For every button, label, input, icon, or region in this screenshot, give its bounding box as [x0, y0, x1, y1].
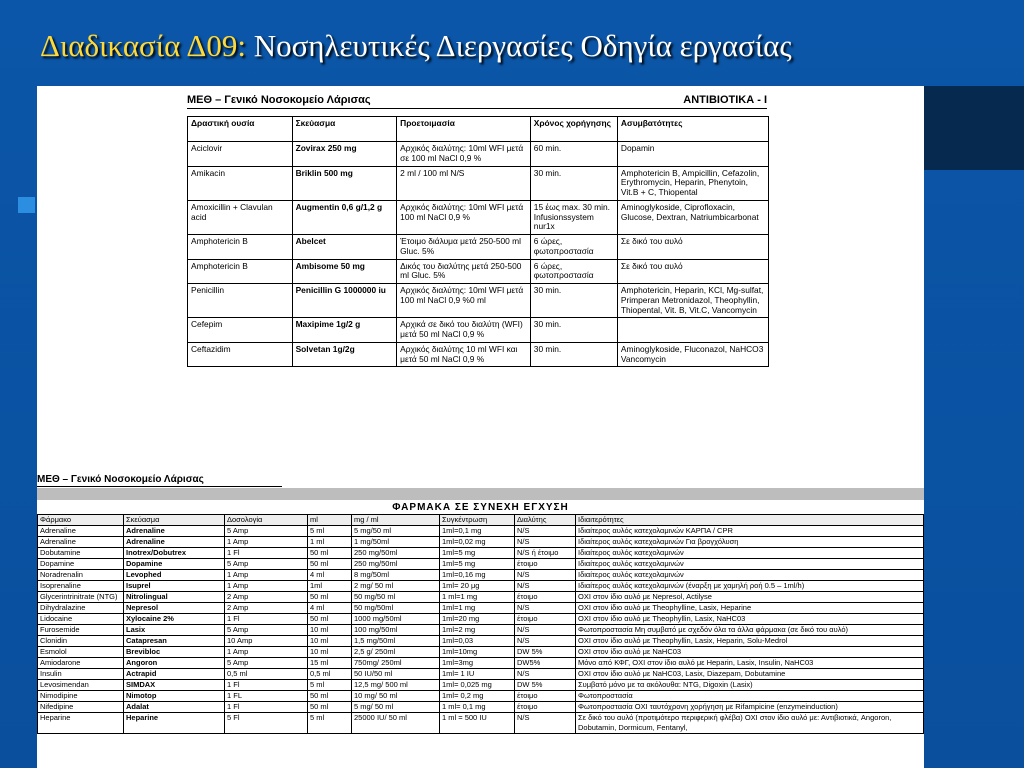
table-cell: Φωτοπροστασία: [576, 691, 924, 702]
table-cell: Levosimendan: [38, 680, 124, 691]
table-cell: 5 ml: [308, 713, 352, 734]
table-cell: Αρχικά σε δικό του διαλύτη (WFI) μετά 50 ml NaCl 0,9 %: [397, 318, 531, 343]
table-cell: Αρχικός διαλύτης: 10ml WFI μετά σε 100 ml NaCl 0,9 %: [397, 142, 531, 167]
table-cell: 1 mg/50ml: [352, 537, 440, 548]
table-row: [38, 713, 924, 734]
table-cell: έτοιμο: [515, 592, 576, 603]
table-cell: 10 ml: [308, 636, 352, 647]
table-cell: N/S: [515, 625, 576, 636]
table-cell: Nepresol: [124, 603, 225, 614]
table-cell: Penicillin G 1000000 iu: [292, 284, 397, 318]
table-cell: N/S: [515, 603, 576, 614]
table-cell: 5 ml: [308, 526, 352, 537]
table-cell: 2 mg/ 50 ml: [352, 581, 440, 592]
table-cell: έτοιμο: [515, 614, 576, 625]
column-header: Προετοιμασία: [397, 117, 531, 142]
table-cell: 1ml=5 mg: [440, 548, 515, 559]
table-cell: 2 ml / 100 ml N/S: [397, 166, 531, 200]
table-row: [38, 691, 924, 702]
table-cell: N/S ή έτοιμο: [515, 548, 576, 559]
table-cell: N/S: [515, 669, 576, 680]
table-cell: Lidocaine: [38, 614, 124, 625]
table-row: [188, 284, 769, 318]
table-cell: 5 Fl: [225, 713, 308, 734]
table-cell: Glycerintrinitrate (NTG): [38, 592, 124, 603]
table-cell: Adrenaline: [38, 537, 124, 548]
table-cell: 5 Amp: [225, 625, 308, 636]
table-cell: 1ml= 1 IU: [440, 669, 515, 680]
antibiotics-header: [187, 94, 767, 109]
hospital-name: ΜΕΘ – Γενικό Νοσοκομείο Λάρισας: [187, 94, 371, 106]
table-row: [38, 537, 924, 548]
table-row: [188, 166, 769, 200]
table-cell: 250 mg/50ml: [352, 559, 440, 570]
table-row: [38, 647, 924, 658]
table-cell: Esmolol: [38, 647, 124, 658]
antibiotics-document: [37, 86, 924, 468]
table-cell: Lasix: [124, 625, 225, 636]
table-cell: 250 mg/50ml: [352, 548, 440, 559]
infusion-header-row: [38, 515, 924, 526]
table-cell: Solvetan 1g/2g: [292, 342, 397, 367]
table-cell: Abelcet: [292, 235, 397, 260]
table-cell: έτοιμο: [515, 691, 576, 702]
table-cell: 30 min.: [530, 166, 617, 200]
table-cell: Briklin 500 mg: [292, 166, 397, 200]
table-row: [188, 342, 769, 367]
table-row: [38, 702, 924, 713]
table-cell: Φωτοπροστασία ΟΧΙ ταυτόχρονη χορήγηση με Rifampicine (enzymeinduction): [576, 702, 924, 713]
table-cell: Aciclovir: [188, 142, 293, 167]
table-cell: Augmentin 0,6 g/1,2 g: [292, 200, 397, 234]
table-cell: 1 FL: [225, 691, 308, 702]
category-title: ΑΝΤΙΒΙΟΤΙΚΑ - I: [683, 94, 767, 106]
table-cell: Αρχικός διαλύτης: 10ml WFI μετά 100 ml NaCl 0,9 %0 ml: [397, 284, 531, 318]
infusion-document: [37, 468, 924, 768]
table-cell: Συμβατό μόνο με τα ακόλουθα: NTG, Digoxin (Lasix): [576, 680, 924, 691]
table-cell: 50 IU/50 ml: [352, 669, 440, 680]
table-cell: Nimotop: [124, 691, 225, 702]
table-cell: N/S: [515, 713, 576, 734]
table-cell: 30 min.: [530, 284, 617, 318]
table-cell: Xylocaine 2%: [124, 614, 225, 625]
table-cell: 6 ώρες, φωτοπροστασία: [530, 235, 617, 260]
column-header: ml: [308, 515, 352, 526]
table-cell: Ceftazidim: [188, 342, 293, 367]
table-cell: 1 Fl: [225, 614, 308, 625]
table-cell: DW 5%: [515, 680, 576, 691]
table-cell: Maxipime 1g/2 g: [292, 318, 397, 343]
table-cell: Noradrenalin: [38, 570, 124, 581]
table-cell: 25000 IU/ 50 ml: [352, 713, 440, 734]
table-cell: Catapresan: [124, 636, 225, 647]
table-cell: έτοιμο: [515, 702, 576, 713]
table-row: [38, 636, 924, 647]
table-cell: Heparine: [38, 713, 124, 734]
table-cell: Heparine: [124, 713, 225, 734]
table-cell: ΟΧΙ στον ίδιο αυλό με Theophyllin, Lasix, Heparin, Solu-Medrol: [576, 636, 924, 647]
table-cell: 5 mg/50 ml: [352, 526, 440, 537]
table-cell: Ιδιαίτερος αυλός κατεχολαμινών: [576, 570, 924, 581]
column-header: Δοσολογία: [225, 515, 308, 526]
table-cell: ΟΧΙ στον ίδιο αυλό με Nepresol, Actilyse: [576, 592, 924, 603]
table-cell: 2 Amp: [225, 603, 308, 614]
table-cell: Ιδιαίτερος αυλός κατεχολαμινών: [576, 548, 924, 559]
hospital-name-2: ΜΕΘ – Γενικό Νοσοκομείο Λάρισας: [37, 474, 282, 487]
table-cell: 5 Amp: [225, 559, 308, 570]
table-cell: Isuprel: [124, 581, 225, 592]
table-cell: Adalat: [124, 702, 225, 713]
table-cell: 1 Fl: [225, 702, 308, 713]
table-cell: 30 min.: [530, 342, 617, 367]
table-cell: Dihydralazine: [38, 603, 124, 614]
slide-title-highlight: Διαδικασία Δ09:: [40, 28, 246, 63]
table-cell: 15 ml: [308, 658, 352, 669]
table-cell: 50 mg/50 ml: [352, 592, 440, 603]
table-cell: 50 ml: [308, 592, 352, 603]
table-cell: 1ml=0,02 mg: [440, 537, 515, 548]
decorative-dark-box: [924, 86, 1024, 170]
table-cell: 1 ml= 0,1 mg: [440, 702, 515, 713]
table-cell: 2 Amp: [225, 592, 308, 603]
table-cell: 1ml=20 mg: [440, 614, 515, 625]
table-cell: Angoron: [124, 658, 225, 669]
table-cell: [617, 318, 768, 343]
table-cell: Σε δικό του αυλό: [617, 259, 768, 284]
table-cell: Δικός του διαλύτης μετά 250-500 ml Gluc. 5%: [397, 259, 531, 284]
table-cell: 1000 mg/50ml: [352, 614, 440, 625]
table-row: [188, 318, 769, 343]
column-header: Φάρμακο: [38, 515, 124, 526]
table-cell: ΟΧΙ στον ίδιο αυλό με NaHC03, Lasix, Diazepam, Dobutamine: [576, 669, 924, 680]
table-cell: Έτοιμο διάλυμα μετά 250-500 ml Gluc. 5%: [397, 235, 531, 260]
table-cell: Aminoglykoside, Fluconazol, NaHCO3 Vancomycin: [617, 342, 768, 367]
infusion-table: [37, 514, 924, 734]
table-cell: Μόνο από ΚΦΓ, ΟΧΙ στον ίδιο αυλό με Heparin, Lasix, Insulin, NaHC03: [576, 658, 924, 669]
table-cell: Nimodipine: [38, 691, 124, 702]
table-cell: Ambisome 50 mg: [292, 259, 397, 284]
table-cell: 100 mg/50ml: [352, 625, 440, 636]
table-cell: 1ml=2 mg: [440, 625, 515, 636]
table-cell: 1ml= 0,2 mg: [440, 691, 515, 702]
table-cell: 10 Amp: [225, 636, 308, 647]
table-cell: 6 ώρες, φωτοπροστασία: [530, 259, 617, 284]
table-cell: 50 ml: [308, 691, 352, 702]
table-row: [38, 658, 924, 669]
table-cell: Αρχικός διαλύτης: 10ml WFI μετά 100 ml NaCl 0,9 %: [397, 200, 531, 234]
table-cell: Inotrex/Dobutrex: [124, 548, 225, 559]
table-cell: 1 Amp: [225, 647, 308, 658]
table-cell: 15 έως max. 30 min. Infusionssystem nur1x: [530, 200, 617, 234]
table-cell: Adrenaline: [124, 526, 225, 537]
table-cell: Furosemide: [38, 625, 124, 636]
table-cell: Ιδιαίτερος αυλός κατεχολαμινών Για βρογχόλυση: [576, 537, 924, 548]
table-cell: 50 ml: [308, 548, 352, 559]
table-row: [38, 669, 924, 680]
table-cell: 5 mg/ 50 ml: [352, 702, 440, 713]
table-cell: 60 min.: [530, 142, 617, 167]
table-cell: 1ml= 20 μg: [440, 581, 515, 592]
table-cell: 1 Amp: [225, 581, 308, 592]
table-cell: DW5%: [515, 658, 576, 669]
table-cell: Dopamin: [617, 142, 768, 167]
table-cell: 1ml=0,1 mg: [440, 526, 515, 537]
antibiotics-table: [187, 116, 769, 367]
column-header: Χρόνος χορήγησης: [530, 117, 617, 142]
column-header: Δραστική ουσία: [188, 117, 293, 142]
gray-separator: [37, 488, 924, 500]
table-cell: N/S: [515, 537, 576, 548]
table-cell: Actrapid: [124, 669, 225, 680]
table-row: [38, 526, 924, 537]
infusion-subtitle: ΦΑΡΜΑΚΑ ΣΕ ΣΥΝΕΧΗ ΕΓΧΥΣΗ: [392, 502, 569, 513]
table-cell: 12,5 mg/ 500 ml: [352, 680, 440, 691]
table-cell: 10 ml: [308, 647, 352, 658]
table-cell: Amphotericin, Heparin, KCl, Mg-sulfat, Primperan Metronidazol, Theophyllin, Thiopental, Vit. B, Vit.C, Vancomycin: [617, 284, 768, 318]
table-cell: Adrenaline: [38, 526, 124, 537]
table-cell: Clonidin: [38, 636, 124, 647]
antibiotics-header-row: [188, 117, 769, 142]
table-cell: Σε δικό του αυλό: [617, 235, 768, 260]
table-cell: Dobutamine: [38, 548, 124, 559]
table-cell: Nitrolingual: [124, 592, 225, 603]
table-cell: 1 ml: [308, 537, 352, 548]
slide-title-rest: Νοσηλευτικές Διεργασίες Οδηγία εργασίας: [245, 28, 792, 63]
column-header: Σκεύασμα: [124, 515, 225, 526]
table-row: [188, 235, 769, 260]
table-cell: 30 min.: [530, 318, 617, 343]
table-cell: ΟΧΙ στον ίδιο αυλό με Theophyllin, Lasix, NaHC03: [576, 614, 924, 625]
table-cell: 1ml=0,16 mg: [440, 570, 515, 581]
table-row: [188, 200, 769, 234]
table-cell: Zovirax 250 mg: [292, 142, 397, 167]
table-cell: 1 Amp: [225, 570, 308, 581]
table-cell: DW 5%: [515, 647, 576, 658]
table-cell: 50 ml: [308, 559, 352, 570]
table-cell: 1 Fl: [225, 548, 308, 559]
table-row: [38, 592, 924, 603]
bullet-square: [18, 197, 35, 213]
table-cell: Φωτοπροστασία Μη συμβατό με σχεδόν όλα τα άλλα φάρμακα (σε δικό του αυλό): [576, 625, 924, 636]
table-cell: Amphotericin B: [188, 259, 293, 284]
table-row: [38, 570, 924, 581]
table-row: [38, 603, 924, 614]
table-cell: Aminoglykoside, Ciprofloxacin, Glucose, Dextran, Natriumbicarbonat: [617, 200, 768, 234]
table-row: [188, 142, 769, 167]
table-cell: 1 Amp: [225, 537, 308, 548]
table-cell: 8 mg/50ml: [352, 570, 440, 581]
table-cell: Amikacin: [188, 166, 293, 200]
table-row: [38, 614, 924, 625]
table-cell: Ιδιαίτερος αυλός κατεχολαμινών: [576, 559, 924, 570]
slide-title: [40, 28, 792, 64]
table-cell: 1 Fl: [225, 680, 308, 691]
table-row: [38, 559, 924, 570]
table-cell: 750mg/ 250ml: [352, 658, 440, 669]
table-cell: 1ml: [308, 581, 352, 592]
table-cell: Amiodarone: [38, 658, 124, 669]
table-cell: Dopamine: [38, 559, 124, 570]
table-cell: Brevibloc: [124, 647, 225, 658]
table-cell: 4 ml: [308, 570, 352, 581]
table-cell: 1 ml=1 mg: [440, 592, 515, 603]
table-cell: Dopamine: [124, 559, 225, 570]
table-cell: 1ml=1 mg: [440, 603, 515, 614]
table-cell: Ιδιαίτερος αυλός κατεχολαμινών (έναρξη με χαμηλή ροή 0.5 – 1ml/h): [576, 581, 924, 592]
column-header: mg / ml: [352, 515, 440, 526]
table-cell: 1ml=5 mg: [440, 559, 515, 570]
column-header: Συγκέντρωση: [440, 515, 515, 526]
table-cell: N/S: [515, 526, 576, 537]
table-cell: SIMDAX: [124, 680, 225, 691]
table-cell: Penicillin: [188, 284, 293, 318]
table-cell: Amphotericin B, Ampicillin, Cefazolin, Erythromycin, Heparin, Phenytoin, Vit.B + C, Thiopental: [617, 166, 768, 200]
table-cell: 1 ml = 500 IU: [440, 713, 515, 734]
table-cell: 5 Amp: [225, 526, 308, 537]
table-cell: Adrenaline: [124, 537, 225, 548]
table-cell: N/S: [515, 581, 576, 592]
table-row: [38, 625, 924, 636]
column-header: Σκεύασμα: [292, 117, 397, 142]
table-cell: Levophed: [124, 570, 225, 581]
table-cell: 0,5 ml: [225, 669, 308, 680]
table-cell: N/S: [515, 636, 576, 647]
table-cell: Ιδιαίτερος αυλός κατεχολαμινών ΚΑΡΠΑ / CPR: [576, 526, 924, 537]
table-cell: 1,5 mg/50ml: [352, 636, 440, 647]
table-cell: Insulin: [38, 669, 124, 680]
table-cell: Cefepim: [188, 318, 293, 343]
table-cell: Αρχικός διαλύτης 10 ml WFI και μετά 50 ml NaCl 0,9 %: [397, 342, 531, 367]
column-header: Ασυμβατότητες: [617, 117, 768, 142]
table-cell: 10 ml: [308, 625, 352, 636]
table-cell: 10 mg/ 50 ml: [352, 691, 440, 702]
table-cell: Isoprenaline: [38, 581, 124, 592]
table-cell: 1ml= 0,025 mg: [440, 680, 515, 691]
table-cell: 50 ml: [308, 702, 352, 713]
table-cell: 50 mg/50ml: [352, 603, 440, 614]
table-cell: ΟΧΙ στον ίδιο αυλό με Theophylline, Lasix, Heparine: [576, 603, 924, 614]
table-row: [38, 680, 924, 691]
table-row: [188, 259, 769, 284]
table-cell: 4 ml: [308, 603, 352, 614]
column-header: Διαλύτης: [515, 515, 576, 526]
table-cell: 2,5 g/ 250ml: [352, 647, 440, 658]
table-cell: ΟΧΙ στον ίδιο αυλό με NaHC03: [576, 647, 924, 658]
table-cell: Amoxicillin + Clavulan acid: [188, 200, 293, 234]
table-row: [38, 581, 924, 592]
table-cell: Nifedipine: [38, 702, 124, 713]
table-cell: 1ml=3mg: [440, 658, 515, 669]
table-cell: 1ml=0,03: [440, 636, 515, 647]
table-cell: 5 ml: [308, 680, 352, 691]
table-cell: 50 ml: [308, 614, 352, 625]
table-cell: N/S: [515, 570, 576, 581]
column-header: Ιδιαιτερότητες: [576, 515, 924, 526]
table-row: [38, 548, 924, 559]
table-cell: έτοιμο: [515, 559, 576, 570]
table-cell: 5 Amp: [225, 658, 308, 669]
table-cell: 1ml=10mg: [440, 647, 515, 658]
table-cell: 0,5 ml: [308, 669, 352, 680]
table-cell: Amphotericin B: [188, 235, 293, 260]
table-cell: Σε δικό του αυλό (προτιμότερο περιφερική φλέβα) ΟΧΙ στον ίδιο αυλό με: Αντιβιοτικά, Angoron, Dobutamin, Dormicum, Fentanyl,: [576, 713, 924, 734]
